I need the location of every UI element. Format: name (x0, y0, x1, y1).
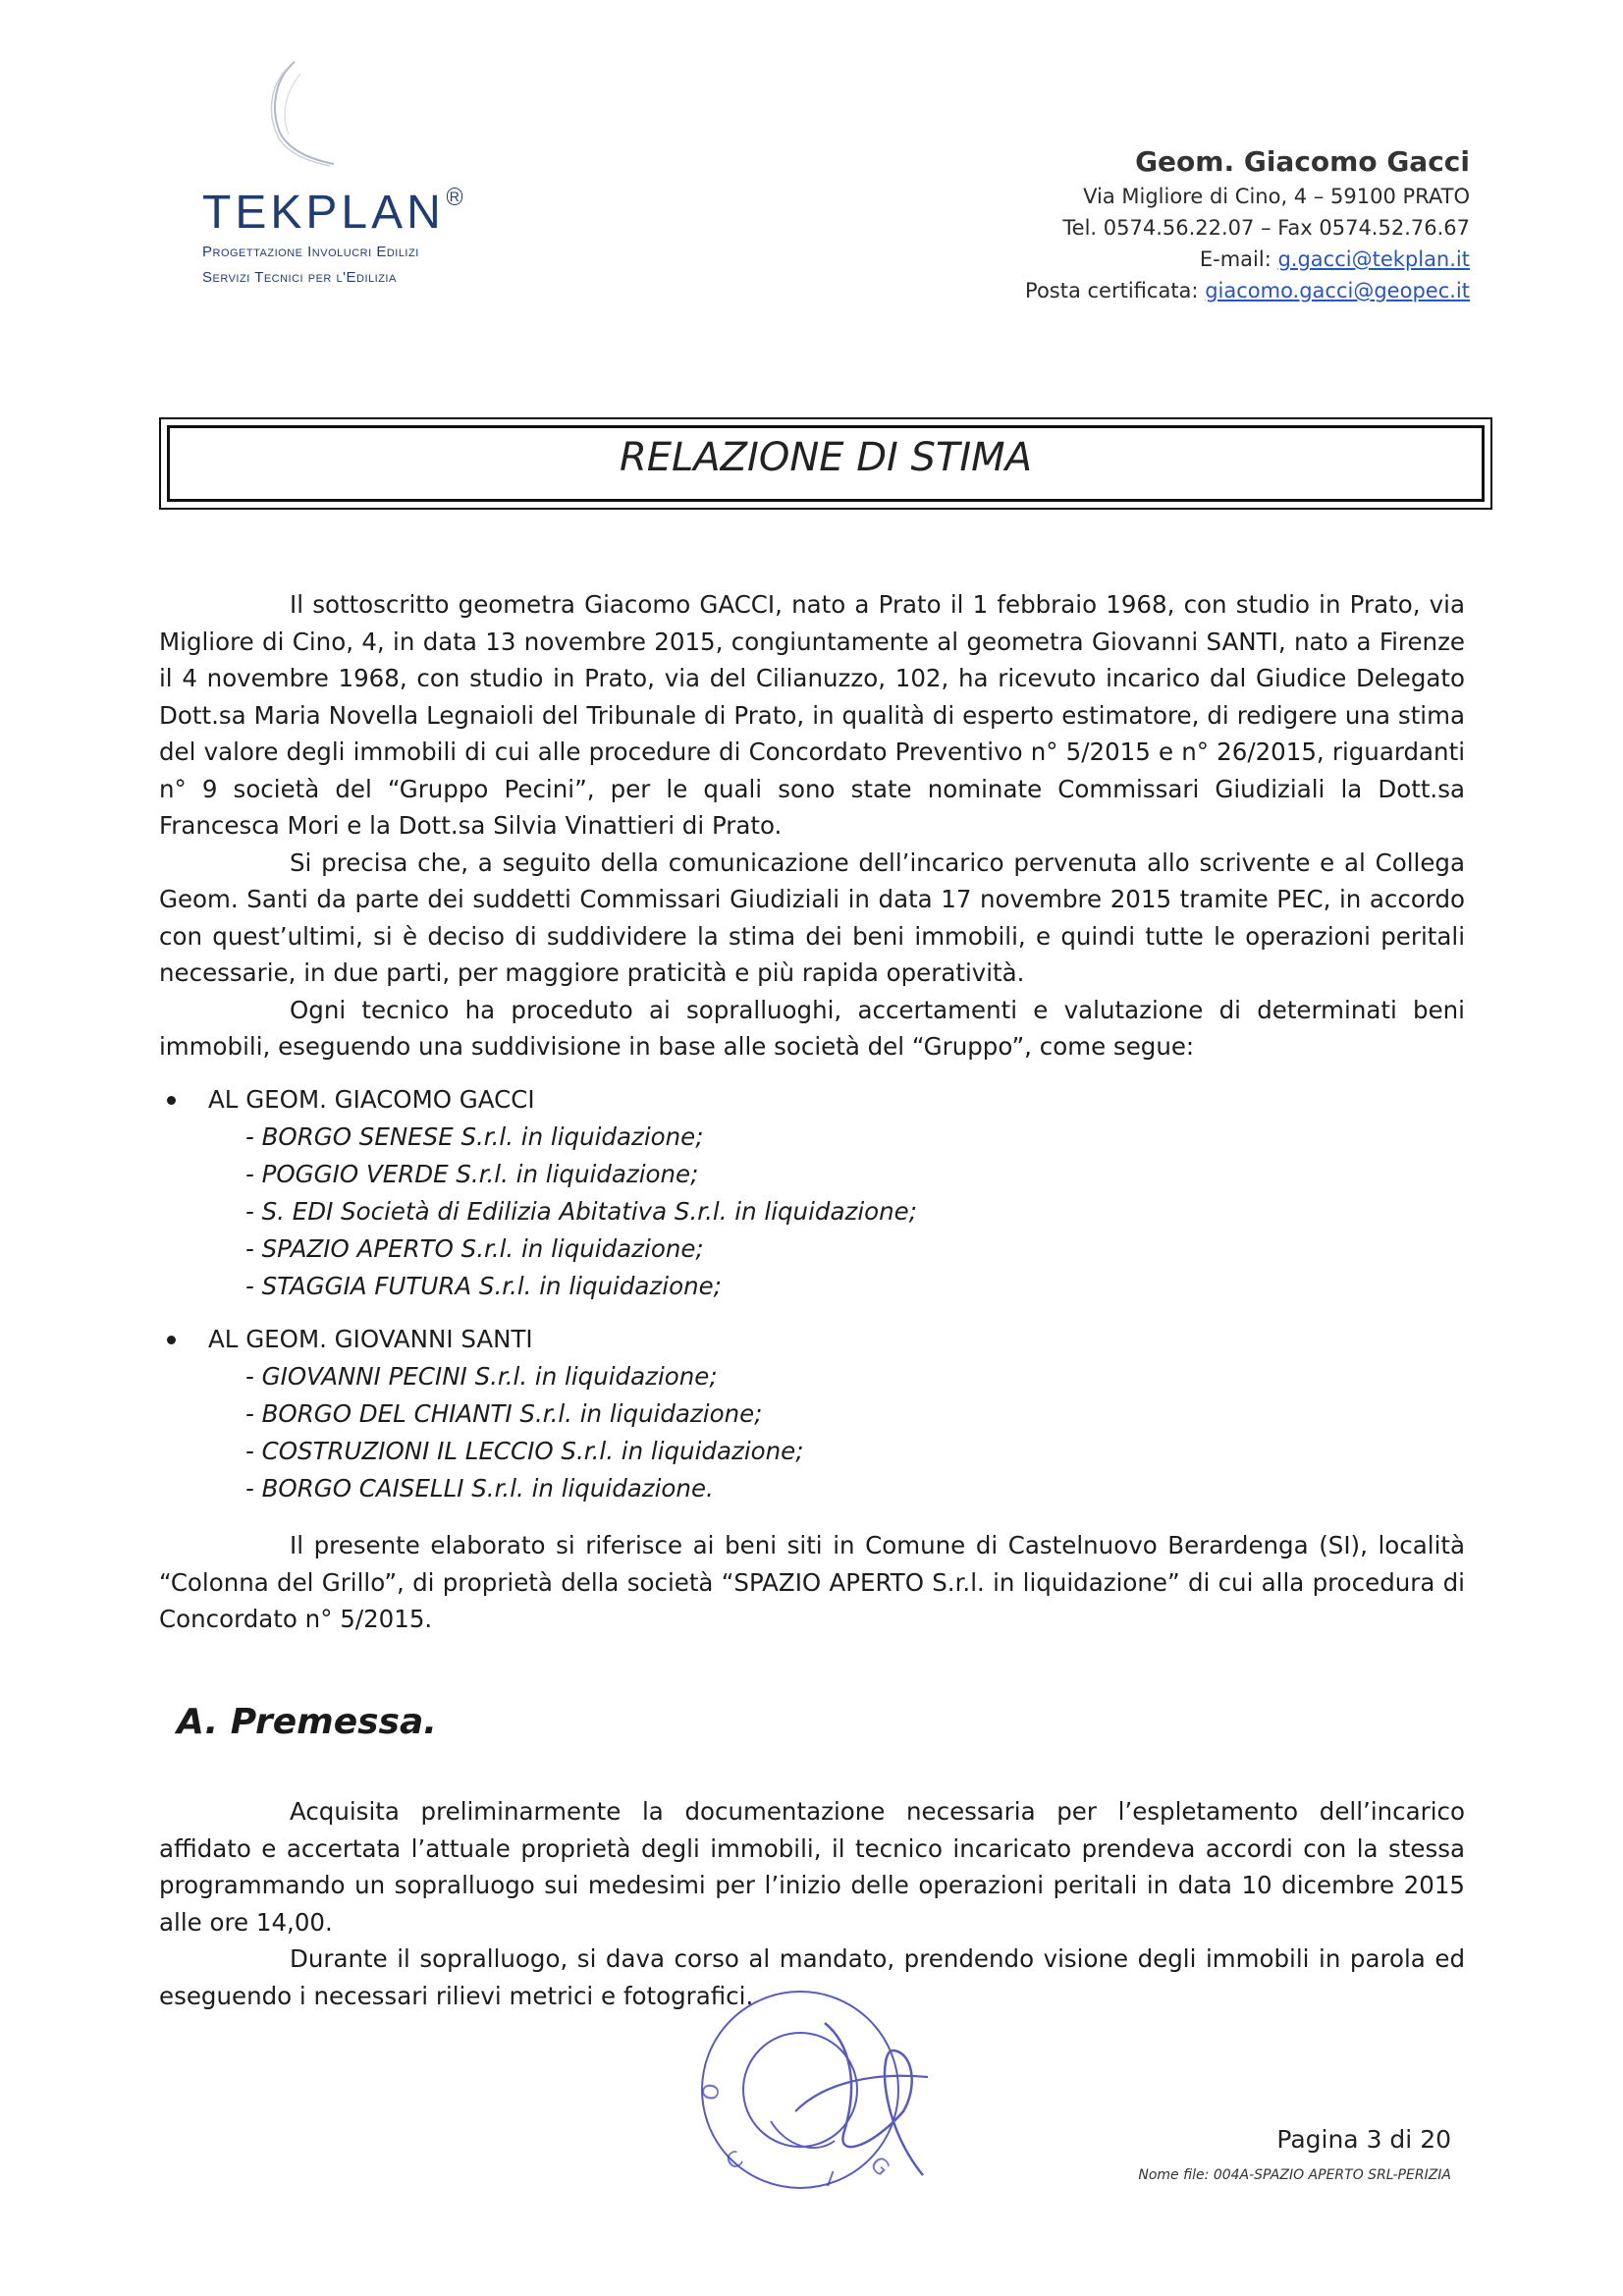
svg-text:C: C (722, 2146, 748, 2176)
registered-mark: R (447, 188, 462, 205)
sender-name: Geom. Giacomo Gacci (1135, 145, 1470, 178)
page-number: Pagina 3 di 20 (1276, 2125, 1451, 2154)
list-item: - GIOVANNI PECINI S.r.l. in liquidazione; (245, 1362, 718, 1391)
group-list-gacci (159, 1081, 1465, 1305)
list-item: - SPAZIO APERTO S.r.l. in liquidazione; (245, 1234, 704, 1263)
group-head: AL GEOM. GIOVANNI SANTI (159, 1321, 1465, 1358)
intro-paragraphs (159, 586, 1465, 1066)
company-logo (202, 187, 462, 239)
pec-label: Posta certificata: (1025, 279, 1206, 302)
sender-phone-fax: Tel. 0574.56.22.07 – Fax 0574.52.76.67 (1062, 216, 1470, 240)
list-item: - BORGO SENESE S.r.l. in liquidazione; (245, 1122, 704, 1151)
list-item: - BORGO CAISELLI S.r.l. in liquidazione. (245, 1474, 714, 1503)
sender-pec-line (1025, 279, 1470, 302)
paragraph-sopralluogo: Durante il sopralluogo, si dava corso al mandato, prendendo visione degli immobili in parola ed eseguendo i necessari rilievi metrici e fotografici. (159, 1944, 1465, 2010)
logo-name-text: TEKPLAN (202, 187, 445, 239)
list-item: - POGGIO VERDE S.r.l. in liquidazione; (245, 1160, 699, 1188)
group-list-santi (159, 1321, 1465, 1507)
logo-swirl-graphic (236, 54, 344, 172)
email-label: E-mail: (1199, 247, 1278, 271)
svg-text:G: G (864, 2152, 894, 2182)
list-item: - STAGGIA FUTURA S.r.l. in liquidazione; (245, 1272, 722, 1300)
document-title-box (159, 417, 1492, 510)
email-link[interactable]: g.gacci@tekplan.it (1277, 247, 1470, 271)
svg-text:O: O (698, 2081, 726, 2104)
paragraph-beni-siti: Il presente elaborato si riferisce ai beni siti in Comune di Castelnuovo Berardenga (SI), località “Colonna del Grillo”, di proprietà della società “SPAZIO APERTO S.r.l. in liquidazione” di cui alla procedura di Concordato n° 5/2015. (159, 1531, 1465, 1633)
sender-address: Via Migliore di Cino, 4 – 59100 PRATO (1083, 185, 1470, 208)
paragraph-suddivisione: Ogni tecnico ha proceduto ai sopralluoghi, accertamenti e valutazione di determinati beni immobili, eseguendo una suddivisione in base alle società del “Gruppo”, come segue: (159, 995, 1465, 1061)
sender-email-line (1200, 247, 1470, 271)
logo-tagline-1: Progettazione Involucri Edilizi (202, 244, 419, 260)
section-title-premessa: A. Premessa. (177, 1702, 437, 1742)
paragraph-oggetto (159, 1527, 1465, 1638)
paragraph-incarico: Il sottoscritto geometra Giacomo GACCI, nato a Prato il 1 febbraio 1968, con studio in Prato, via Migliore di Cino, 4, in data 13 novembre 2015, congiuntamente al geometra Giovanni SANTI, nato a Firenze il 4 novembre 1968, con studio in Prato, via del Cilianuzzo, 102, ha ricevuto incarico dal Giudice Delegato Dott.sa Maria Novella Legnaioli del Tribunale di Prato, in qualità di esperto estimatore, di redigere una stima del valore degli immobili di cui alle procedure di Concordato Preventivo n° 5/2015 e n° 26/2015, riguardanti n° 9 società del “Gruppo Pecini”, per le quali sono state nominate Commissari Giudiziali la Dott.sa Francesca Mori e la Dott.sa Silvia Vinattieri di Prato. (159, 590, 1465, 840)
list-item: - BORGO DEL CHIANTI S.r.l. in liquidazione; (245, 1399, 763, 1428)
logo-tagline-2: Servizi Tecnici per l'Edilizia (202, 269, 397, 286)
list-item: - COSTRUZIONI IL LECCIO S.r.l. in liquidazione; (245, 1437, 804, 1465)
file-name: Nome file: 004A-SPAZIO APERTO SRL-PERIZIA (1138, 2167, 1451, 2183)
list-item: - S. EDI Società di Edilizia Abitativa S.r.l. in liquidazione; (245, 1197, 917, 1226)
paragraph-precisazione: Si precisa che, a seguito della comunicazione dell’incarico pervenuta allo scrivente e al Collega Geom. Santi da parte dei suddetti Commissari Giudiziali in data 17 novembre 2015 tramite PEC, in accordo con quest’ultimi, si è deciso di suddividere la stima dei beni immobili, e quindi tutte le operazioni peritali necessarie, in due parti, per maggiore praticità e più rapida operatività. (159, 847, 1465, 987)
svg-text:I: I (822, 2167, 838, 2193)
pec-link[interactable]: giacomo.gacci@geopec.it (1205, 279, 1470, 302)
official-stamp-signature (677, 1974, 992, 2200)
document-title: RELAZIONE DI STIMA (619, 435, 1033, 480)
group-head: AL GEOM. GIACOMO GACCI (159, 1081, 1465, 1119)
paragraph-acquisita: Acquisita preliminarmente la documentazione necessaria per l’espletamento dell’incarico affidato e accertata l’attuale proprietà degli immobili, il tecnico incaricato prendeva accordi con la stessa programmando un sopralluogo sui medesimi per l’inizio delle operazioni peritali in data 10 dicembre 2015 alle ore 14,00. (159, 1797, 1465, 1937)
